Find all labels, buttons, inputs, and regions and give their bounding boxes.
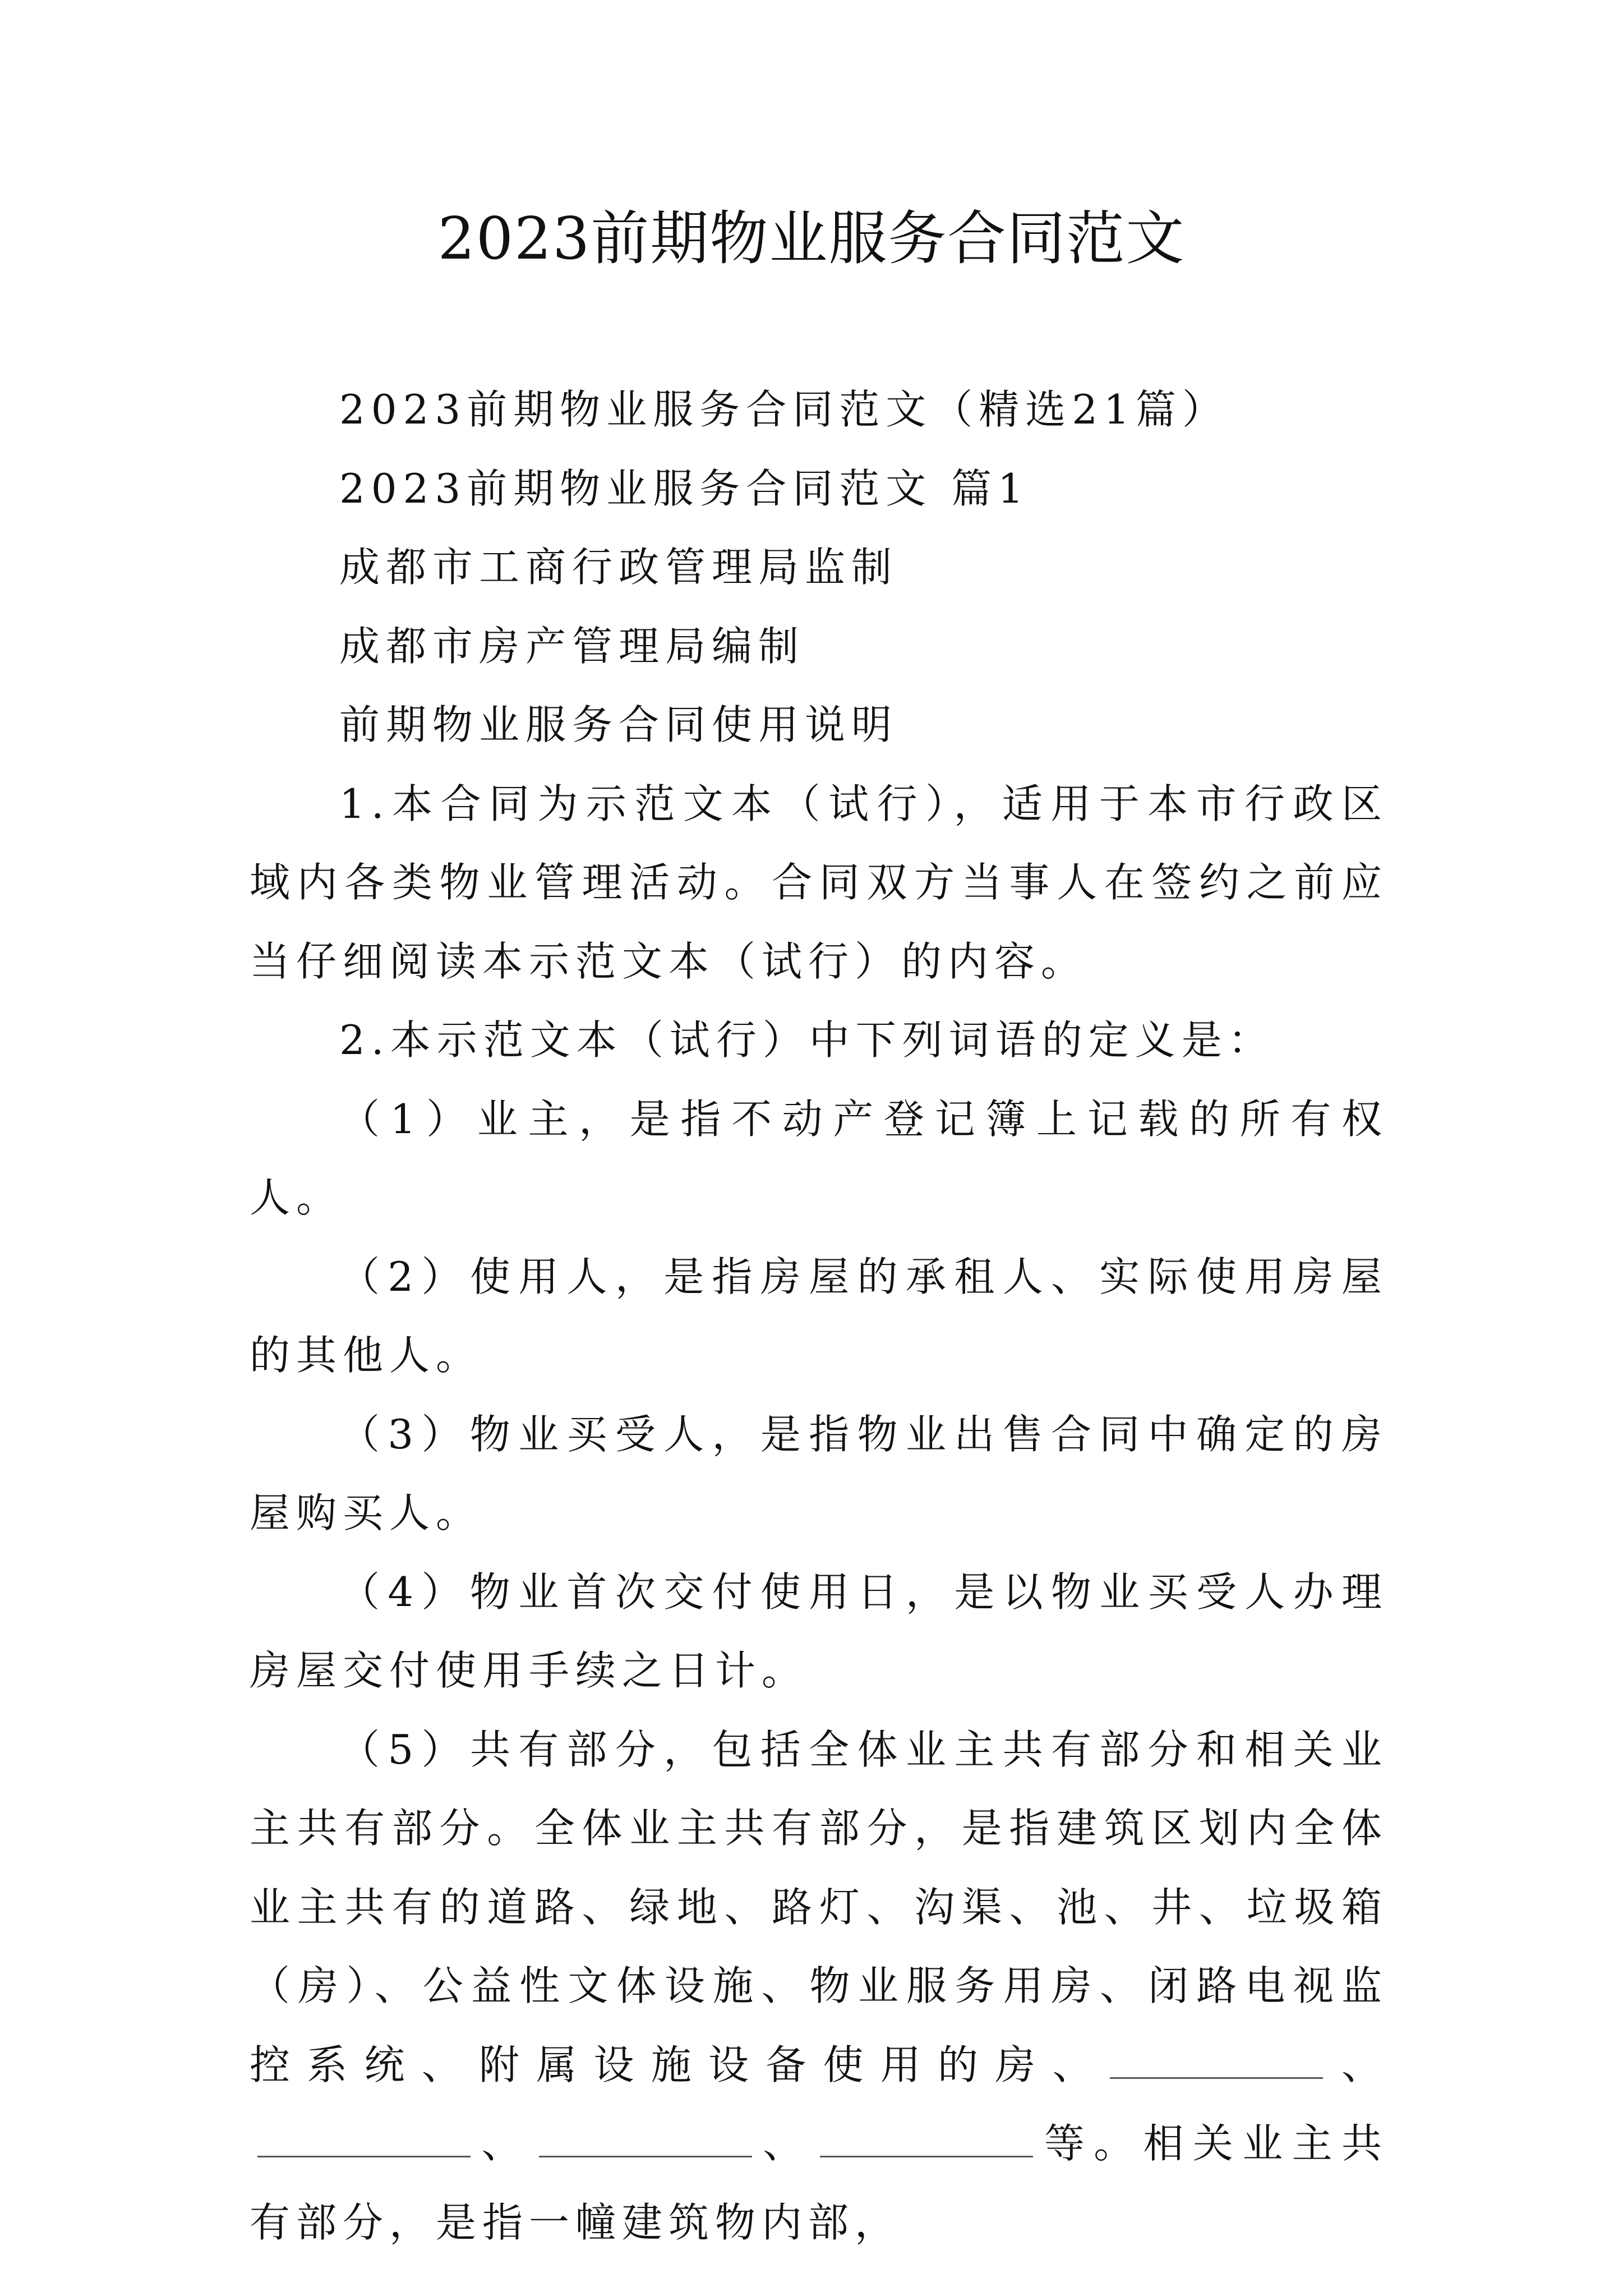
paragraph-section-heading: 2023前期物业服务合同范文 篇1 xyxy=(339,464,1030,512)
paragraph-clause-2: 2.本示范文本（试行）中下列词语的定义是： xyxy=(339,1016,1275,1064)
blank-separator: 、 xyxy=(759,2120,813,2167)
paragraph-definition-1: （1）业主，是指不动产登记簿上记载的所有权人。 xyxy=(250,1095,1388,1221)
paragraph-definition-3: （3）物业买受人，是指物业出售合同中确定的房屋购买人。 xyxy=(250,1410,1388,1536)
paragraph-definition-4: （4）物业首次交付使用日，是以物业买受人办理房屋交付使用手续之日计。 xyxy=(250,1568,1388,1694)
paragraph-clause-1: 1.本合同为示范文本（试行），适用于本市行政区域内各类物业管理活动。合同双方当事人在签约之前应当仔细阅读本示范文本（试行）的内容。 xyxy=(250,780,1388,985)
paragraph-supervisor: 成都市工商行政管理局监制 xyxy=(339,544,898,591)
definition-5-continuation: 等。相关业主共有部分，是指一幢建筑物内部， xyxy=(250,2120,1388,2246)
fill-in-blank xyxy=(1110,2075,1323,2079)
paragraph-usage-heading: 前期物业服务合同使用说明 xyxy=(339,701,898,748)
definition-5-text: （5）共有部分，包括全体业主共有部分和相关业主共有部分。全体业主共有部分，是指建筑区划内全体业主共有的道路、绿地、路灯、沟渠、池、井、垃圾箱（房）、公益性文体设施、物业服务用房、闭路电视监控系统、附属设施设备使用的房、 xyxy=(250,1726,1388,2088)
paragraph-editor: 成都市房产管理局编制 xyxy=(339,622,805,670)
fill-in-blank xyxy=(257,2154,471,2157)
paragraph-subtitle: 2023前期物业服务合同范文（精选21篇） xyxy=(339,386,1229,433)
document-title: 2023前期物业服务合同范文 xyxy=(437,204,1186,273)
blank-separator: 、 xyxy=(1330,2041,1388,2088)
document-body xyxy=(250,370,1388,2262)
paragraph-definition-2: （2）使用人，是指房屋的承租人、实际使用房屋的其他人。 xyxy=(250,1253,1388,1379)
fill-in-blank xyxy=(820,2154,1033,2157)
paragraph-definition-5 xyxy=(250,1710,1388,2262)
fill-in-blank xyxy=(539,2154,752,2157)
blank-separator: 、 xyxy=(478,2120,531,2167)
